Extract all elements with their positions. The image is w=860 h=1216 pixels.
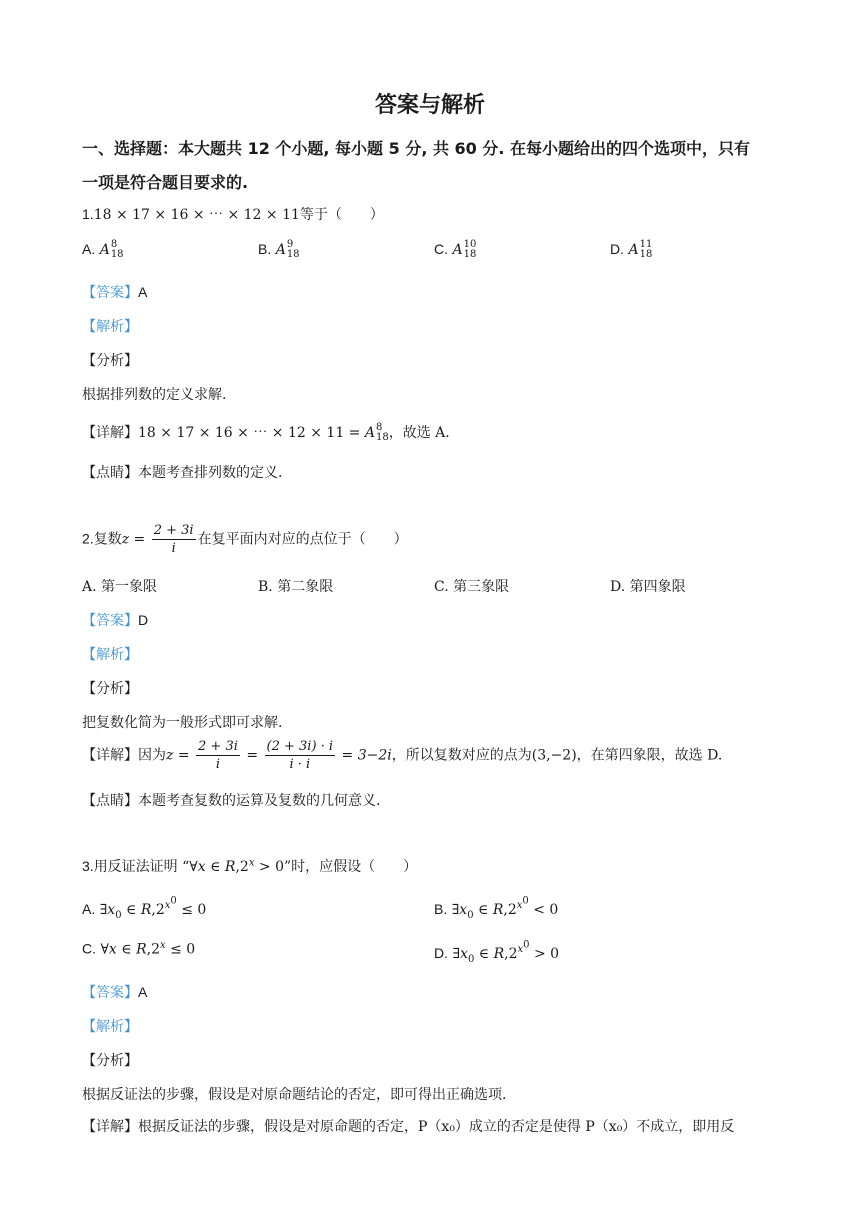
q2-option-c: C. 第三象限 (434, 579, 510, 595)
page-title: 答案与解析 (374, 93, 485, 118)
q2-fenxi-tag: 【分析】 (82, 681, 138, 697)
q1-remark: 【点睛】本题考查排列数的定义. (82, 465, 283, 481)
q1-option-c: C. A 10 18 (434, 239, 477, 260)
q1-option-a: A. A 8 18 (82, 239, 124, 260)
q1-analysis-tag: 【解析】 (82, 319, 138, 335)
q2-answer: 【答案】D (82, 612, 149, 629)
q3-stem: 3.用反证法证明 “∀x ∈ $R,2^x > 0$”时，应假设（ ） (82, 857, 418, 875)
q3-detail: 【详解】根据反证法的步骤，假设是对原命题的否定，P（x₀）成立的否定是使得 P（x₀）不成立，即用反 (82, 1119, 735, 1135)
q3-option-d: D. $\exists x_0$ ∈ $R,2^{x^0} > 0$ (434, 940, 560, 965)
q1-stem (82, 204, 384, 224)
q2-fenxi-text: 把复数化简为一般形式即可求解. (82, 715, 283, 731)
q2-option-a: A. 第一象限 (82, 579, 158, 595)
q2-option-d: D. 第四象限 (610, 579, 686, 595)
q1-option-b: B. A 9 18 (258, 239, 300, 260)
q2-analysis-tag: 【解析】 (82, 647, 138, 663)
q2-option-b: B. 第二象限 (258, 579, 334, 595)
q1-fenxi-text: 根据排列数的定义求解. (82, 387, 227, 403)
q3-answer: 【答案】A (82, 984, 148, 1001)
q1-detail: 【详解】18 × 17 × 16 × ⋯ × 12 × 11 = A 8 18 ，故选 A. (82, 422, 450, 443)
section-heading-line2: 一项是符合题目要求的. (82, 173, 249, 192)
q1-option-d: D. A 11 18 (610, 239, 653, 260)
q1-number: 1. (82, 206, 94, 222)
q2-remark: 【点睛】本题考查复数的运算及复数的几何意义. (82, 793, 381, 809)
section-heading-line1: 一、选择题：本大题共 12 个小题, 每小题 5 分, 共 60 分. 在每小题给出的四个选项中，只有 (82, 139, 751, 158)
q2-detail: 【详解】因为z = $\frac{2 + 3i}{i}$ = $\frac{(2 + 3i) \cdot i}{i \cdot i}$ = 3−2i，所以复数对应的点为(3,−2)，在第四象限，故选 D. (82, 739, 723, 772)
q2-stem: 2.复数z = $\frac{2 + 3i}{i}$ 在复平面内对应的点位于（ ） (82, 523, 408, 556)
q3-fenxi-text: 根据反证法的步骤，假设是对原命题结论的否定，即可得出正确选项. (82, 1087, 507, 1103)
q2-fraction: $\frac{2 + 3i}{i}$ (153, 523, 194, 556)
q1-expr: 18 × 17 × 16 × ⋯ × 12 × 11 (93, 207, 300, 223)
q3-option-c: C. ∀x ∈ $R,2^x \le 0$ (82, 940, 196, 958)
q1-answer: 【答案】A (82, 284, 148, 301)
q3-option-b: B. $\exists x_0$ ∈ $R,2^{x^0} < 0$ (434, 896, 559, 921)
q3-fenxi-tag: 【分析】 (82, 1053, 138, 1069)
q3-analysis-tag: 【解析】 (82, 1019, 138, 1035)
q3-option-a: A. $\exists x_0$ ∈ $R,2^{x^0} \le 0$ (82, 896, 207, 921)
q1-stem-tail: 等于（ ） (299, 207, 384, 223)
q1-fenxi-tag: 【分析】 (82, 353, 138, 369)
